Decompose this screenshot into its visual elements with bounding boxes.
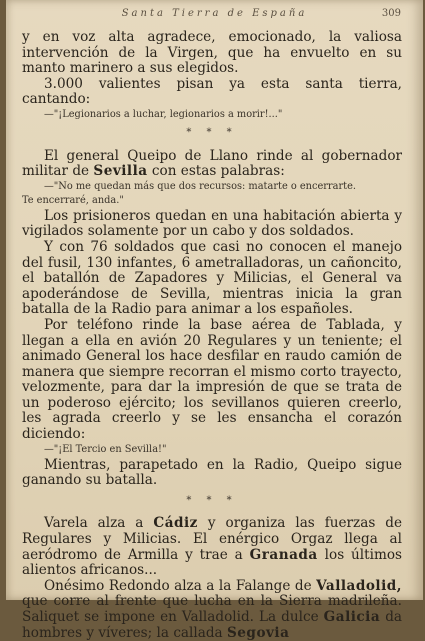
quotation: —"No me quedan más que dos recursos: matarte o encerrarte. [44,180,356,192]
paragraph: 3.000 valientes pisan ya esta santa tierra, cantando: [22,75,402,108]
bold-place-name: Sevilla [93,163,148,180]
bold-place-name: Valladolid, [316,577,402,594]
bold-place-name: Segovia [226,624,290,641]
bold-place-name: Granada [249,546,318,563]
bold-place-name: Galicia [323,609,381,625]
quotation: Te encerraré, anda." [22,194,124,206]
book-page [6,0,423,641]
paragraph: Los prisioneros quedan en una habitación abierta y vigilados solamente por un cabo y dos soldados. [22,207,402,240]
text-run: y organiza las fuerzas de Regulares y Milicias. El enérgico Orgaz llega al aeródromo de Armilla y trae a [22,515,403,563]
paragraph [22,149,402,180]
quotation: —"¡Legionarios a luchar, legionarios a morir!..." [44,108,283,120]
page-body [22,30,402,641]
text-run: Varela alza a [44,515,144,532]
paragraph [22,579,402,641]
paragraph: y en voz alta agradece, emocionado, la valiosa intervención de la Virgen, que ha envuelto en su manto marinero a sus elegidos. [22,29,402,77]
paragraph: Mientras, parapetado en la Radio, Queipo sigue ganando su batalla. [22,456,402,489]
section-separator: * * * [186,494,238,506]
text-run: Onésimo Redondo alza a la Falange de [44,577,312,594]
running-header: Santa Tierra de España [121,8,308,19]
paragraph [22,516,402,578]
quotation: —"¡El Tercio en Sevilla!" [44,443,167,455]
bold-place-name: Cádiz [153,515,198,532]
text-run: da hombres y víveres; la callada [22,609,402,641]
text-run: con estas palabras: [151,163,285,180]
text-run: que corre al frente que lucha en la Sierra madrileña. Saliquet se impone en Valladolid. La dulce [22,593,402,625]
text-run: los últimos alientos africanos... [22,546,403,579]
text-run: El general Queipo de Llano rinde al gobernador militar de [22,147,402,180]
section-separator: * * * [186,126,238,138]
page-number: 309 [381,8,401,19]
paragraph: Por teléfono rinde la base aérea de Tablada, y llegan a ella en avión 20 Regulares y un teniente; el animado General los hace desfilar en raudo camión de manera que siempre recorran el mismo corto trayecto, velozmente, para dar la impresión de que se trata de un poderoso ejército; los sevillanos quieren creerlo, les agrada creerlo y se les ensancha el corazón diciendo: [22,316,402,443]
paragraph: Y con 76 soldados que casi no conocen el manejo del fusil, 130 infantes, 6 ametralladoras, un cañoncito, el batallón de Zapadores y Milicias, el General va apoderándose de Sevilla, mientras inicia la gran batalla de la Radio para animar a los españoles. [22,238,402,318]
